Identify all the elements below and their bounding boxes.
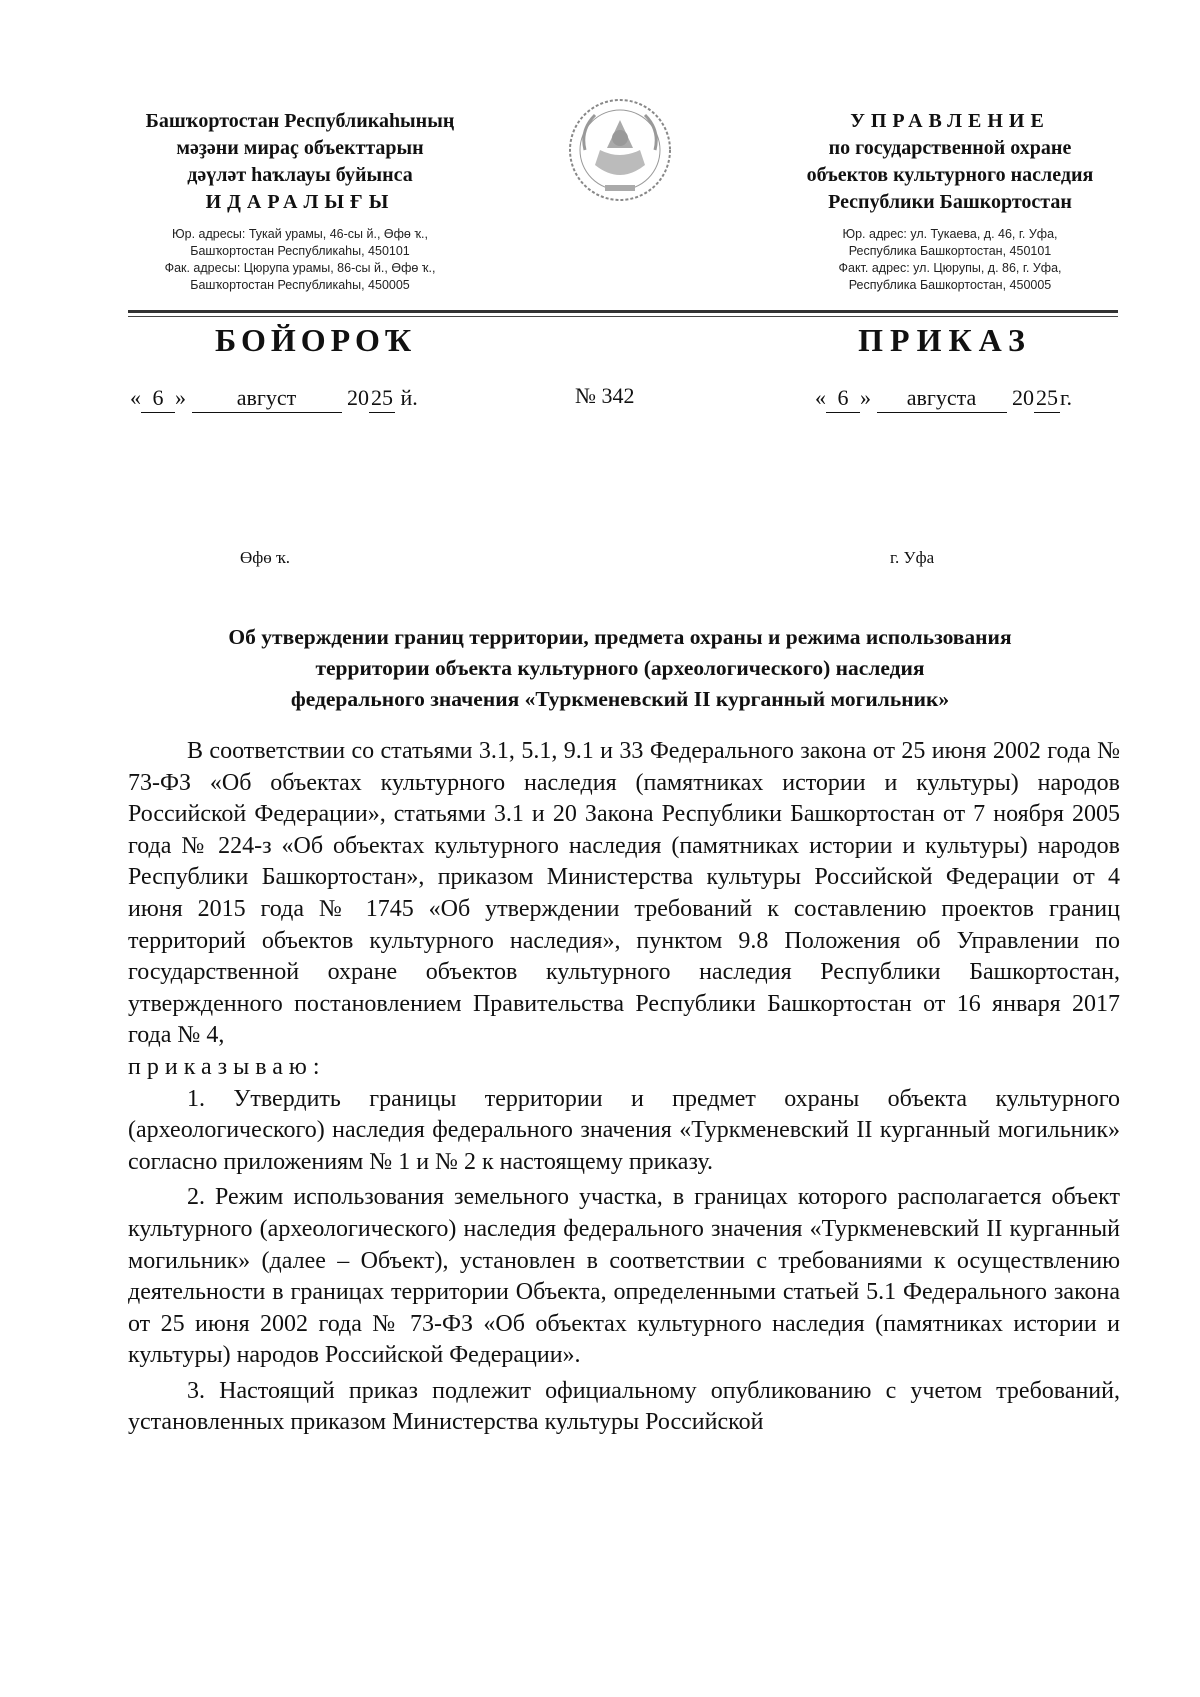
subject-line: Об утверждении границ территории, предмета охраны и режима использования (228, 625, 1012, 649)
address-line: Башҡортостан Республикаһы, 450005 (190, 278, 410, 292)
header-right-address (770, 226, 1130, 294)
quote-close: » (860, 385, 871, 410)
header-left-line: мәҙәни мираҫ объекттарын (176, 137, 424, 159)
header-right-line: объектов культурного наследия (806, 164, 1094, 186)
header-right-line: Республики Башкортостан (828, 191, 1072, 213)
title-bashkir: БОЙОРОҠ (215, 322, 417, 358)
coat-of-arms-icon (565, 90, 675, 210)
date-left (130, 384, 418, 413)
order-word: приказываю: (128, 1053, 326, 1080)
date-right (815, 384, 1072, 413)
order-number (575, 382, 635, 410)
header-left-caps: ИДАРАЛЫҒЫ (205, 191, 395, 213)
number-value: 342 (601, 383, 635, 408)
order-body (128, 736, 1120, 1439)
address-line: Факт. адрес: ул. Цюрупы, д. 86, г. Уфа, (838, 261, 1062, 275)
header-right (770, 108, 1130, 294)
header-right-line: по государственной охране (828, 137, 1072, 159)
header-divider-thin (128, 316, 1118, 317)
quote-open: « (815, 385, 826, 410)
order-item: 3. Настоящий приказ подлежит официальному опубликованию с учетом требований, установленных приказом Министерства культуры Российской (128, 1377, 1120, 1436)
address-line: Фак. адресы: Цюрупа урамы, 86-сы й., Өфө ҡ., (164, 261, 436, 275)
header-divider (128, 310, 1118, 313)
date-year-prefix: 20 (347, 385, 369, 410)
header-right-caps: УПРАВЛЕНИЕ (850, 110, 1050, 132)
header-left-line: дәүләт һаҡлауы буйынса (187, 164, 413, 186)
header-left (120, 108, 480, 294)
city-right: г. Уфа (890, 548, 935, 567)
quote-open: « (130, 385, 141, 410)
subject-line: федерального значения «Туркменевский II курганный могильник» (290, 687, 950, 711)
date-day: 6 (826, 384, 860, 413)
address-line: Республика Башкортостан, 450005 (848, 278, 1052, 292)
title-russian: ПРИКАЗ (858, 322, 1032, 358)
date-month: август (192, 384, 342, 413)
address-line: Республика Башкортостан, 450101 (848, 244, 1052, 258)
date-year-prefix: 20 (1012, 385, 1034, 410)
date-year-suffix: 25 (1034, 384, 1060, 413)
address-line: Юр. адрес: ул. Тукаева, д. 46, г. Уфа, (842, 227, 1058, 241)
date-day: 6 (141, 384, 175, 413)
subject-line: территории объекта культурного (археологического) наследия (315, 656, 925, 680)
date-unit: г. (1060, 385, 1073, 410)
header-left-address (120, 226, 480, 294)
date-unit: й. (400, 385, 418, 410)
number-label: № (575, 383, 596, 408)
address-line: Юр. адресы: Тукай урамы, 46-сы й., Өфө ҡ., (172, 227, 428, 241)
order-item: 1. Утвердить границы территории и предмет охраны объекта культурного (археологического) наследия федерального значения «Туркменевский II курганный могильник» согласно приложениям № 1 и № 2 к настоящему приказу. (128, 1085, 1120, 1175)
header-left-line: Башҡортостан Республикаһының (145, 110, 455, 132)
city-left: Өфө ҡ. (240, 548, 291, 567)
date-year-suffix: 25 (369, 384, 395, 413)
order-item: 2. Режим использования земельного участка, в границах которого располагается объект культурного (археологического) наследия федерального значения «Туркменевский II курганный могильник» (далее – Объект), установлен в соответствии с требованиями к осуществлению деятельности в границах территории Объекта, определенными статьей 5.1 Федерального закона от 25 июня 2002 года № 73-ФЗ «Об объектах культурного наследия (памятниках истории и культуры) народов Российской Федерации». (128, 1184, 1120, 1369)
quote-close: » (175, 385, 186, 410)
order-subject (120, 622, 1120, 715)
address-line: Башҡортостан Республикаһы, 450101 (190, 244, 410, 258)
date-month: августа (877, 384, 1007, 413)
preamble: В соответствии со статьями 3.1, 5.1, 9.1 и 33 Федерального закона от 25 июня 2002 года № 73-ФЗ «Об объектах культурного наследия (памятниках истории и культуры) народов Российской Федерации», статьями 3.1 и 20 Закона Республики Башкортостан от 7 ноября 2005 года № 224-з «Об объектах культурного наследия (памятниках истории и культуры) народов Республики Башкортостан», приказом Министерства культуры Российской Федерации от 4 июня 2015 года № 1745 «Об утверждении требований к составлению проектов границ территорий объектов культурного наследия», пунктом 9.8 Положения об Управлении по государственной охране объектов культурного наследия Республики Башкортостан, утвержденного постановлением Правительства Республики Башкортостан от 16 января 2017 года № 4, (128, 738, 1120, 1049)
